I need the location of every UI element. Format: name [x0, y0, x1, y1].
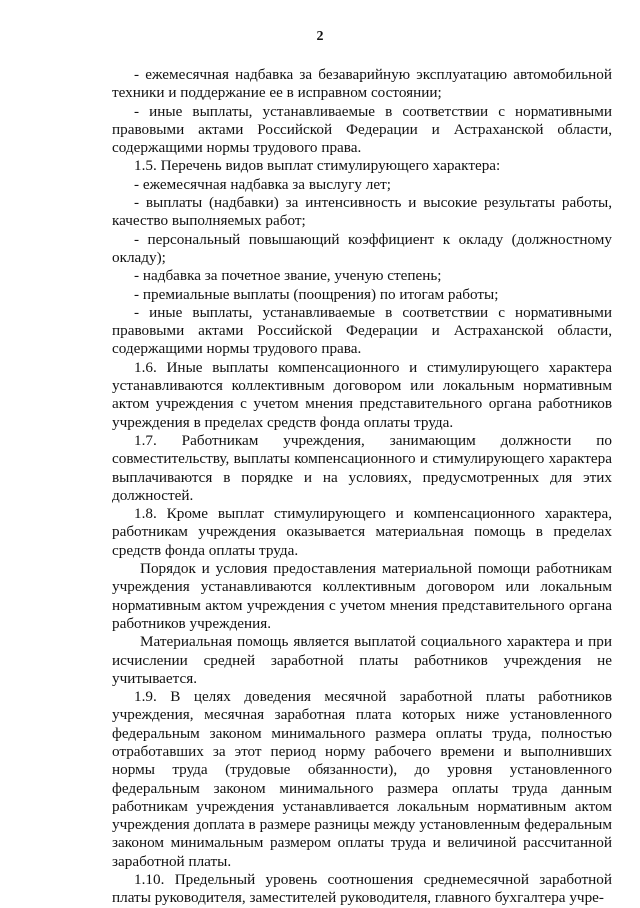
paragraph: 1.5. Перечень видов выплат стимулирующего характера: — [134, 157, 501, 175]
paragraph: - выплаты (надбавки) за интенсивность и высокие результаты работы, качество выполняемых работ; — [112, 194, 612, 230]
paragraph: Порядок и условия предоставления материальной помощи работникам учреждения устанавливаются коллективным договором или локальным нормативным актом учреждения с учетом мнения представительного органа работников учреждения. — [112, 560, 612, 632]
page-number: 2 — [316, 29, 324, 44]
paragraph: 1.10. Предельный уровень соотношения среднемесячной заработной платы руководителя, заместителей руководителя, главного бухгалтера учре- — [112, 871, 612, 907]
paragraph: - иные выплаты, устанавливаемые в соответствии с нормативными правовыми актами Российской Федерации и Астраханской области, содержащими нормы трудового права. — [112, 303, 612, 358]
paragraph: - ежемесячная надбавка за выслугу лет; — [134, 175, 391, 193]
paragraph: - иные выплаты, устанавливаемые в соответствии с нормативными правовыми актами Российской Федерации и Астраханской области, содержащими нормы трудового права. — [112, 102, 612, 157]
paragraph: - персональный повышающий коэффициент к окладу (должностному окладу); — [112, 230, 612, 266]
paragraph: 1.8. Кроме выплат стимулирующего и компенсационного характера, работникам учреждения оказывается материальная помощь в пределах средств фонда оплаты труда. — [112, 505, 612, 559]
paragraph: - надбавка за почетное звание, ученую степень; — [134, 267, 442, 285]
paragraph: - премиальные выплаты (поощрения) по итогам работы; — [134, 285, 499, 303]
paragraph: 1.6. Иные выплаты компенсационного и стимулирующего характера устанавливаются коллективным договором или локальным нормативным актом учреждения с учетом мнения представительного органа работников учреждения в пределах средств фонда оплаты труда. — [112, 358, 612, 431]
paragraph: 1.7. Работникам учреждения, занимающим должности по совместительству, выплаты компенсационного и стимулирующего характера выплачиваются в порядке и на условиях, предусмотренных для этих должностей. — [112, 431, 612, 504]
paragraph: 1.9. В целях доведения месячной заработной платы работников учреждения, месячная заработная плата которых ниже установленного федеральным законом минимального размера оплаты труда, полностью отработавших за этот период норму рабочего времени и выполнивших нормы труда (трудовые обязанности), до уровня установленного федеральным законом минимального размера оплаты труда данным работникам учреждения устанавливается локальным нормативным актом учреждения доплата в размере разницы между установленным федеральным законом минимальным размером оплаты труда и величиной рассчитанной заработной платы. — [112, 688, 612, 870]
paragraph: Материальная помощь является выплатой социального характера и при исчислении средней заработной платы работников учреждения не учитывается. — [112, 633, 612, 687]
document-body — [112, 66, 612, 908]
paragraph: - ежемесячная надбавка за безаварийную эксплуатацию автомобильной техники и поддержание ее в исправном состоянии; — [112, 66, 612, 102]
